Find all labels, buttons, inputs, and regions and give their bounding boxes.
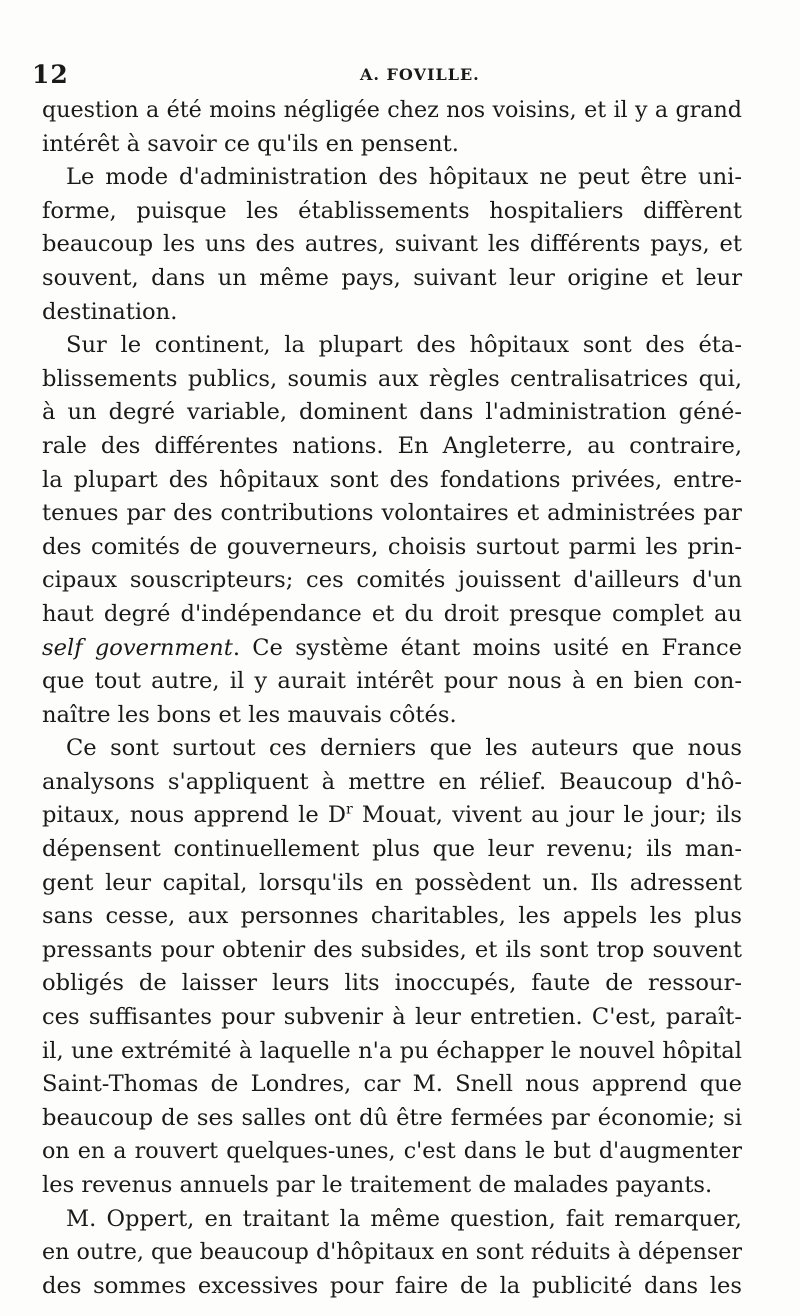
text-line: obligés de laisser leurs lits inoccupés, faute de ressour-: [42, 970, 742, 997]
text-line: souvent, dans un même pays, suivant leur origine et leur: [42, 264, 742, 291]
text-line: M. Oppert, en traitant la même question, fait remarquer,: [66, 1205, 742, 1232]
text-line-italic: [42, 632, 742, 666]
text-line: destination.: [42, 298, 178, 325]
text-line: Saint-Thomas de Londres, car M. Snell nous apprend que: [42, 1071, 742, 1098]
paragraph-4: [42, 732, 742, 1202]
text-line: analysons s'appliquent à mettre en rélief. Beaucoup d'hô-: [42, 768, 742, 795]
text-line: rale des différentes nations. En Angleterre, au contraire,: [42, 432, 742, 459]
text-line: des sommes excessives pour faire de la publicité dans les: [42, 1272, 742, 1299]
paragraph-3: [42, 329, 742, 732]
text-fragment: . Ce système étant moins usité en France: [232, 634, 742, 661]
text-line: dépensent continuellement plus que leur revenu; ils man-: [42, 836, 742, 863]
text-line: tenues par des contributions volontaires et administrées par: [42, 500, 742, 527]
text-fragment: pitaux, nous apprend le D: [42, 802, 347, 829]
text-line: naître les bons et les mauvais côtés.: [42, 701, 457, 728]
text-line: intérêt à savoir ce qu'ils en pensent.: [42, 130, 459, 157]
page-number: 12: [32, 60, 69, 89]
text-line: que tout autre, il y aurait intérêt pour nous à en bien con-: [42, 668, 742, 695]
body-text: [42, 94, 742, 1303]
text-line: ces suffisantes pour subvenir à leur entretien. C'est, paraît-: [42, 1004, 742, 1031]
text-line: on en a rouvert quelques-unes, c'est dans le but d'augmenter: [42, 1138, 742, 1165]
paragraph-1: [42, 94, 742, 161]
text-line: blissements publics, soumis aux règles centralisatrices qui,: [42, 365, 742, 392]
text-line: à un degré variable, dominent dans l'administration géné-: [42, 399, 742, 426]
text-line: Le mode d'administration des hôpitaux ne peut être uni-: [66, 164, 742, 191]
text-line: beaucoup les uns des autres, suivant les différents pays, et: [42, 231, 742, 258]
text-line: question a été moins négligée chez nos voisins, et il y a grand: [42, 97, 742, 123]
text-line-superscript: [42, 799, 742, 833]
paragraph-2: [42, 161, 742, 329]
text-line: pressants pour obtenir des subsides, et ils sont trop souvent: [42, 936, 742, 963]
text-line: gent leur capital, lorsqu'ils en possèdent un. Ils adressent: [42, 869, 742, 896]
text-line: en outre, que beaucoup d'hôpitaux en sont réduits à dépenser: [42, 1239, 742, 1266]
running-header: [32, 60, 772, 90]
text-fragment: Mouat, vivent au jour le jour; ils: [352, 802, 742, 829]
text-line: des comités de gouverneurs, choisis surtout parmi les prin-: [42, 533, 742, 560]
running-title: A. FOVILLE.: [360, 65, 480, 84]
text-line: Ce sont surtout ces derniers que les auteurs que nous: [66, 735, 742, 762]
text-line: forme, puisque les établissements hospitaliers diffèrent: [42, 197, 742, 224]
text-line: Sur le continent, la plupart des hôpitaux sont des éta-: [66, 332, 742, 359]
text-line: les revenus annuels par le traitement de malades payants.: [42, 1172, 713, 1198]
text-line: il, une extrémité à laquelle n'a pu échapper le nouvel hôpital: [42, 1037, 742, 1064]
text-line: sans cesse, aux personnes charitables, les appels les plus: [42, 903, 742, 930]
italic-phrase: self government: [42, 634, 233, 661]
text-line: la plupart des hôpitaux sont des fondations privées, entre-: [42, 466, 742, 493]
paragraph-5: [42, 1203, 742, 1304]
text-line: beaucoup de ses salles ont dû être fermées par économie; si: [42, 1104, 742, 1131]
text-line: haut degré d'indépendance et du droit presque complet au: [42, 600, 742, 627]
superscript: r: [346, 801, 353, 818]
text-line: cipaux souscripteurs; ces comités jouissent d'ailleurs d'un: [42, 567, 742, 594]
